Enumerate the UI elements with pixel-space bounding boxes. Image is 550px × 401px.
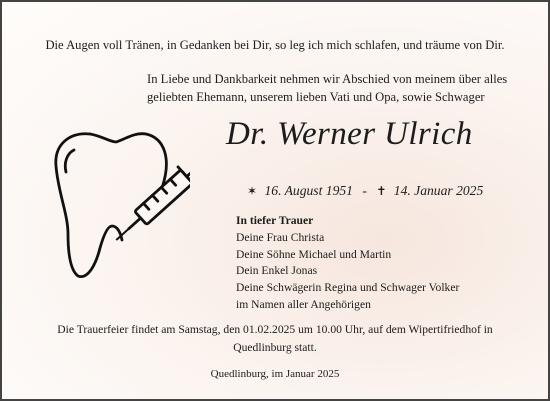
funeral-line: Quedlinburg statt. xyxy=(233,340,317,354)
mourner-line: Deine Frau Christa xyxy=(236,230,325,244)
mourner-line: Dein Enkel Jonas xyxy=(236,264,318,278)
tooth-syringe-icon xyxy=(50,130,190,284)
intro-line: In Liebe und Dankbarkeit nehmen wir Abschied von meinem über alles xyxy=(147,72,508,86)
mourner-line: Deine Schwägerin Regina und Schwager Volker xyxy=(236,281,460,295)
intro-line: geliebten Ehemann, unserem lieben Vati und Opa, sowie Schwager xyxy=(147,90,485,104)
mourner-line: im Namen aller Angehörigen xyxy=(236,297,371,311)
funeral-info xyxy=(2,321,548,356)
place-date: Quedlinburg, im Januar 2025 xyxy=(210,368,340,380)
mourners-heading: In tiefer Trauer xyxy=(236,214,314,227)
death-cross-icon: ✝ xyxy=(376,184,387,198)
quote-line: Die Augen voll Tränen, in Gedanken bei Dir, so leg ich mich schlafen, und träume von Dir. xyxy=(45,38,505,52)
mourners-list xyxy=(236,213,459,314)
intro-text xyxy=(147,70,507,106)
birth-date: 16. August 1951 xyxy=(264,183,353,198)
mourner-line: Deine Söhne Michael und Martin xyxy=(236,247,392,261)
birth-star-icon: ✶ xyxy=(247,184,258,198)
life-dates xyxy=(247,183,483,199)
date-separator: - xyxy=(362,183,367,198)
funeral-line: Die Trauerfeier findet am Samstag, den 01.02.2025 um 10.00 Uhr, auf dem Wipertifriedhof in xyxy=(57,323,493,336)
deceased-name: Dr. Werner Ulrich xyxy=(226,116,473,152)
death-date: 14. Januar 2025 xyxy=(393,183,484,198)
